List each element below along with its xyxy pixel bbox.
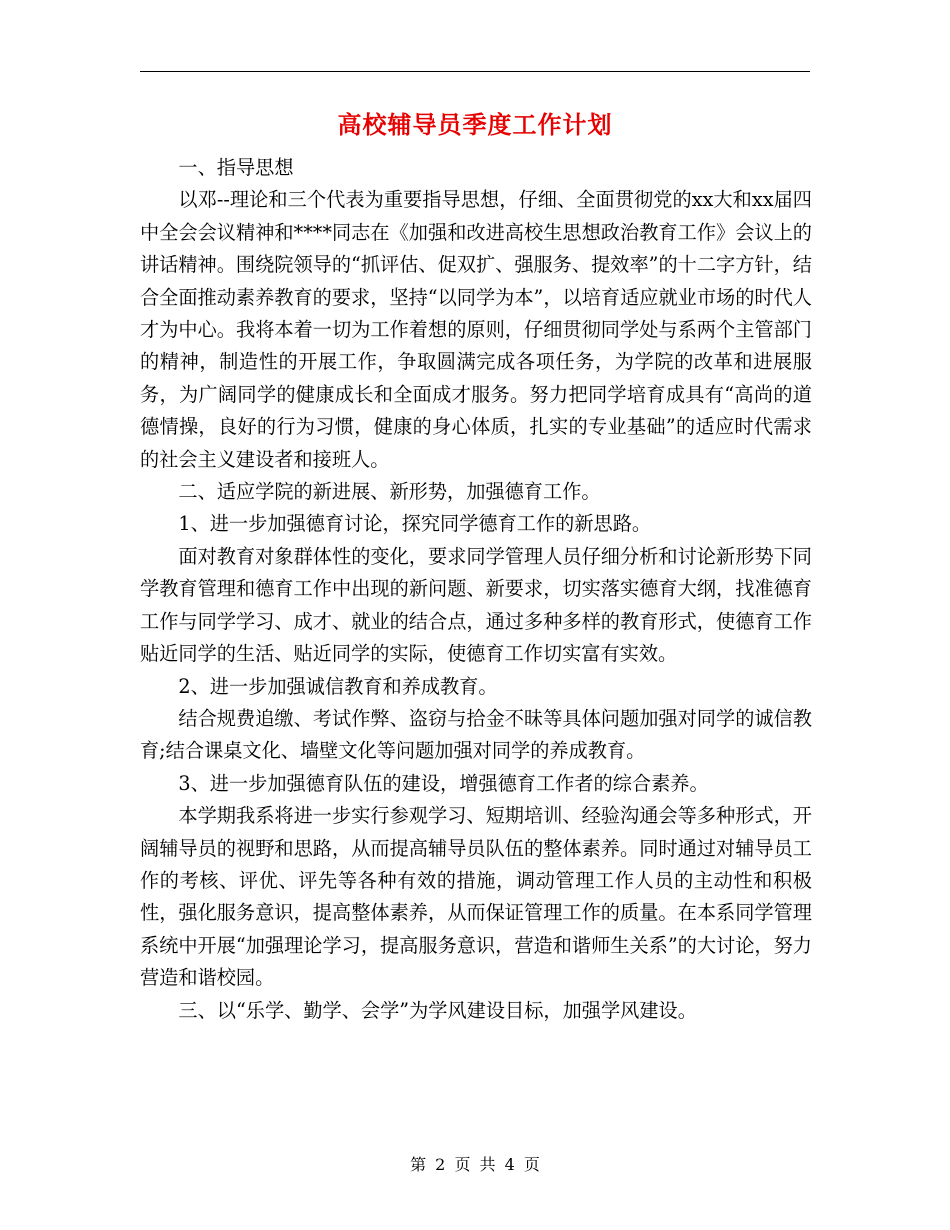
subsection-heading: 1、进一步加强德育讨论，探究同学德育工作的新思路。 bbox=[178, 512, 652, 536]
page-number: 第 2 页 共 4 页 bbox=[410, 1155, 540, 1174]
document-body bbox=[140, 152, 812, 1027]
document-title: 高校辅导员季度工作计划 bbox=[337, 110, 613, 139]
subsection-heading: 2、进一步加强诚信教育和养成教育。 bbox=[178, 674, 498, 698]
header-rule bbox=[140, 71, 810, 72]
body-paragraph: 本学期我系将进一步实行参观学习、短期培训、经验沟通会等多种形式，开阔辅导员的视野和思路，从而提高辅导员队伍的整体素养。同时通过对辅导员工作的考核、评优、评先等各种有效的措施，调动管理工作人员的主动性和积极性，强化服务意识，提高整体素养，从而保证管理工作的质量。在本系同学管理系统中开展“加强理论学习，提高服务意识，营造和谐师生关系”的大讨论，努力营造和谐校园。 bbox=[140, 804, 812, 990]
body-paragraph: 以邓--理论和三个代表为重要指导思想，仔细、全面贯彻党的xx大和xx届四中全会会议精神和****同志在《加强和改进高校生思想政治教育工作》会议上的讲话精神。围绕院领导的“抓评估、促双扩、强服务、提效率”的十二字方针，结合全面推动素养教育的要求，坚持“以同学为本”，以培育适应就业市场的时代人才为中心。我将本着一切为工作着想的原则，仔细贯彻同学处与系两个主管部门的精神，制造性的开展工作，争取圆满完成各项任务，为学院的改革和进展服务，为广阔同学的健康成长和全面成才服务。努力把同学培育成具有“高尚的道德情操，良好的行为习惯，健康的身心体质，扎实的专业基础”的适应时代需求的社会主义建设者和接班人。 bbox=[140, 188, 812, 471]
body-paragraph: 结合规费追缴、考试作弊、盗窃与拾金不昧等具体问题加强对同学的诚信教育;结合课桌文化、墙壁文化等问题加强对同学的养成教育。 bbox=[140, 706, 812, 763]
section-heading: 二、适应学院的新进展、新形势，加强德育工作。 bbox=[178, 480, 601, 504]
section-heading: 三、以“乐学、勤学、会学”为学风建设目标，加强学风建设。 bbox=[178, 998, 697, 1022]
body-paragraph: 面对教育对象群体性的变化，要求同学管理人员仔细分析和讨论新形势下同学教育管理和德育工作中出现的新问题、新要求，切实落实德育大纲，找准德育工作与同学学习、成才、就业的结合点，通过多种多样的教育形式，使德育工作贴近同学的生活、贴近同学的实际，使德育工作切实富有实效。 bbox=[140, 544, 812, 666]
section-heading: 一、指导思想 bbox=[178, 156, 294, 179]
subsection-heading: 3、进一步加强德育队伍的建设，增强德育工作者的综合素养。 bbox=[178, 771, 709, 795]
